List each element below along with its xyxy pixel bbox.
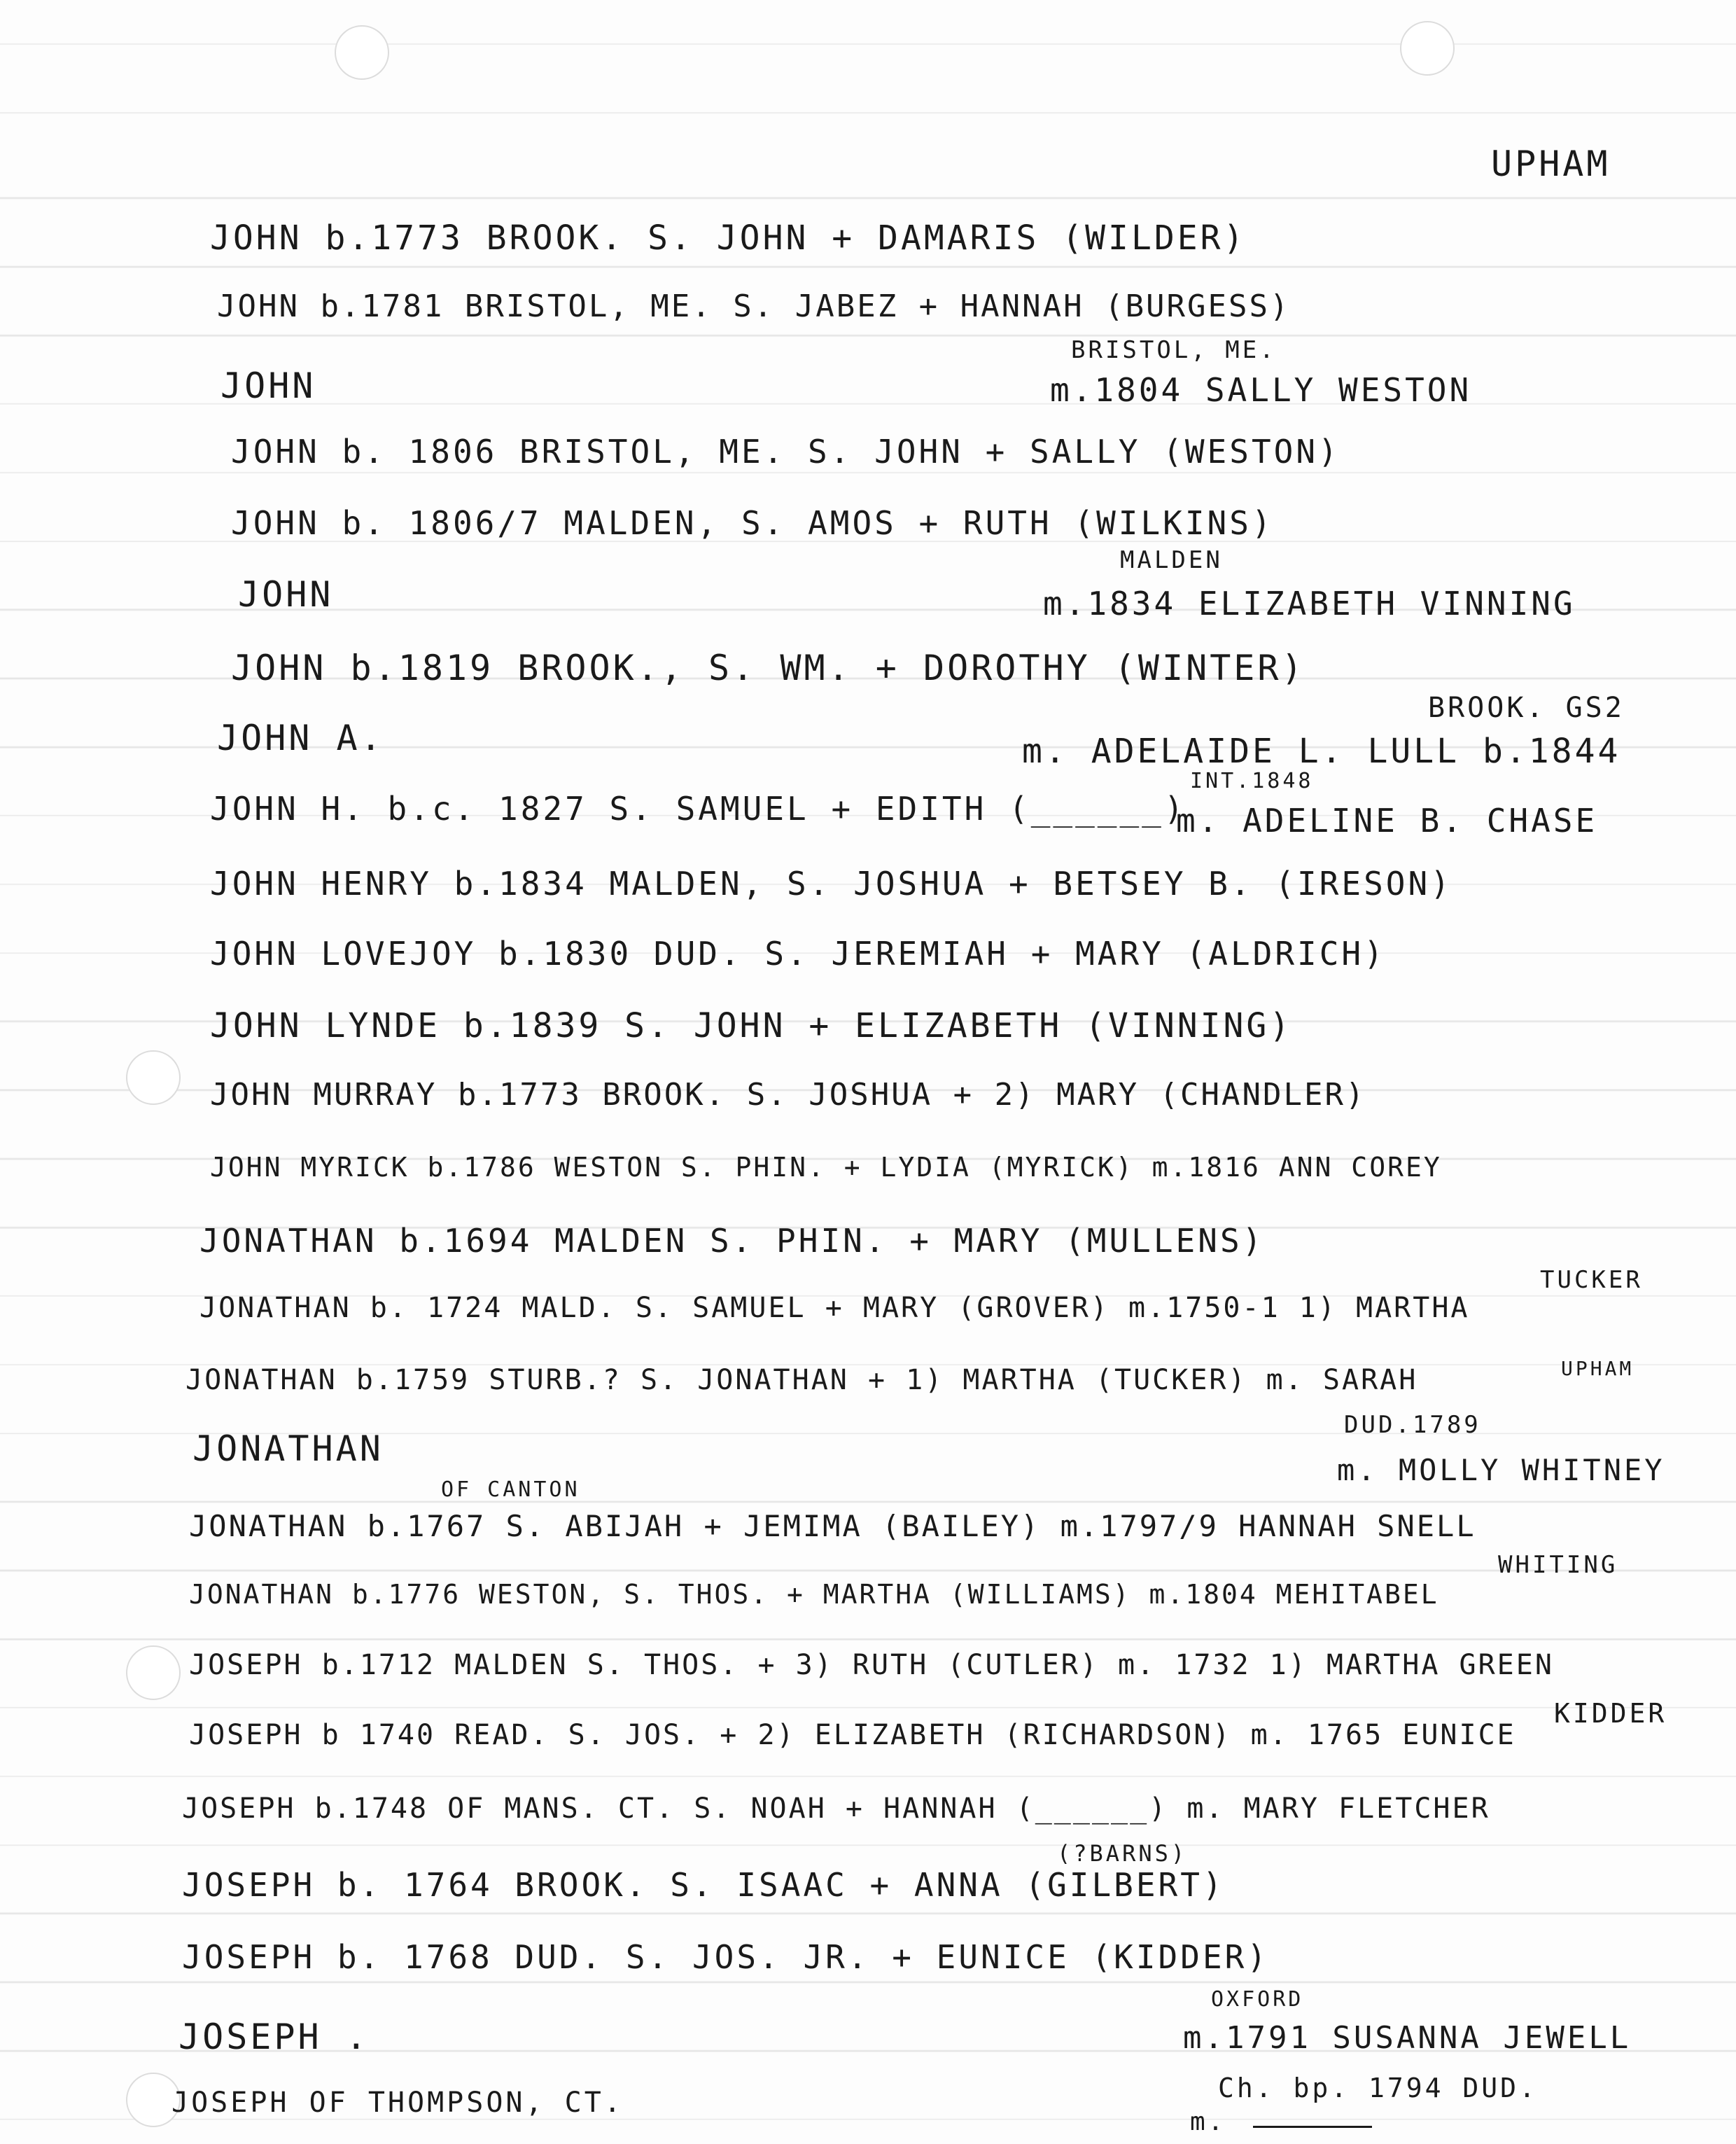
entry-text: JOHN b. 1806/7 MALDEN, S. AMOS + RUTH (WILKINS) — [231, 504, 1274, 542]
entry-text: JOHN H. b.c. 1827 S. SAMUEL + EDITH (______) — [210, 790, 1186, 828]
entry-text: JOHN b.1819 BROOK., S. WM. + DOROTHY (WINTER) — [231, 648, 1306, 688]
entry-text: JONATHAN b. 1724 MALD. S. SAMUEL + MARY (GROVER) m.1750-1 1) MARTHA — [200, 1292, 1470, 1324]
entry-text: JONATHAN — [192, 1428, 384, 1469]
entry-text: JOHN — [220, 366, 316, 406]
entry-text: JOSEPH b 1740 READ. S. JOS. + 2) ELIZABETH (RICHARDSON) m. 1765 EUNICE — [189, 1719, 1516, 1751]
entry-note-top: BRISTOL, ME. — [1071, 336, 1277, 364]
entry-text: JOHN b. 1806 BRISTOL, ME. S. JOHN + SALLY (WESTON) — [231, 433, 1340, 471]
entry-text: JOHN MURRAY b.1773 BROOK. S. JOSHUA + 2) MARY (CHANDLER) — [210, 1077, 1366, 1113]
entry-note: m. ADELINE B. CHASE — [1176, 802, 1598, 840]
entry-note-top: DUD.1789 — [1344, 1411, 1481, 1439]
punch-hole-left-1 — [126, 1050, 181, 1105]
entry-text: JOSEPH b.1712 MALDEN S. THOS. + 3) RUTH (CUTLER) m. 1732 1) MARTHA GREEN — [189, 1649, 1554, 1681]
entry-note: m.1804 SALLY WESTON — [1050, 371, 1472, 409]
entry-note-top: Ch. bp. 1794 DUD. — [1218, 2073, 1538, 2103]
entry-note-top: OXFORD — [1211, 1987, 1304, 2012]
entry-note-top: TUCKER — [1540, 1266, 1643, 1294]
entry-text: JOSEPH . — [178, 2017, 370, 2057]
entry-note-top: MALDEN — [1120, 546, 1223, 574]
punch-hole-top-left — [335, 25, 389, 80]
entry-text: JONATHAN b.1767 S. ABIJAH + JEMIMA (BAILEY) m.1797/9 HANNAH SNELL — [189, 1509, 1476, 1543]
entry-text: JOSEPH b. 1764 BROOK. S. ISAAC + ANNA (GILBERT) — [182, 1866, 1225, 1904]
entry-note-top: INT.1848 — [1190, 769, 1314, 793]
entry-text: JOHN LYNDE b.1839 S. JOHN + ELIZABETH (VINNING) — [210, 1006, 1293, 1045]
entry-note-top: WHITING — [1498, 1551, 1618, 1579]
entry-text: JOSEPH OF THOMPSON, CT. — [172, 2087, 624, 2119]
punch-hole-top-right — [1400, 21, 1455, 76]
entry-text: JOHN A. — [217, 718, 384, 758]
entry-text: JOSEPH b.1748 OF MANS. CT. S. NOAH + HANNAH (______) m. MARY FLETCHER — [182, 1793, 1490, 1825]
entry-note: m. ADELAIDE L. LULL b.1844 — [1022, 732, 1621, 771]
entry-text: JOHN b.1781 BRISTOL, ME. S. JABEZ + HANNAH (BURGESS) — [217, 288, 1291, 324]
entry-note: m.1834 ELIZABETH VINNING — [1043, 585, 1576, 622]
entry-note: m. — [1190, 2108, 1226, 2136]
entry-note-top: BROOK. GS2 — [1428, 692, 1625, 724]
entry-text: JONATHAN b.1776 WESTON, S. THOS. + MARTHA (WILLIAMS) m.1804 MEHITABEL — [189, 1579, 1439, 1610]
entry-text: JONATHAN b.1759 STURB.? S. JONATHAN + 1) MARTHA (TUCKER) m. SARAH — [186, 1364, 1418, 1396]
entry-note-top: OF CANTON — [441, 1477, 580, 1502]
entry-text: JOSEPH b. 1768 DUD. S. JOS. JR. + EUNICE (KIDDER) — [182, 1938, 1270, 1976]
entry-text: JOHN HENRY b.1834 MALDEN, S. JOSHUA + BETSEY B. (IRESON) — [210, 865, 1452, 903]
blank-spouse-line — [1253, 2126, 1372, 2128]
entry-note: m. MOLLY WHITNEY — [1337, 1453, 1665, 1487]
entry-text: JOHN — [238, 574, 334, 615]
entry-text: JOHN MYRICK b.1786 WESTON S. PHIN. + LYDIA (MYRICK) m.1816 ANN COREY — [210, 1152, 1442, 1183]
entry-note-top: UPHAM — [1561, 1357, 1634, 1380]
entry-note-top: KIDDER — [1554, 1698, 1667, 1729]
entry-note: m.1791 SUSANNA JEWELL — [1183, 2020, 1632, 2056]
entry-note-top: (?BARNS) — [1057, 1840, 1188, 1867]
entry-text: JONATHAN b.1694 MALDEN S. PHIN. + MARY (MULLENS) — [200, 1222, 1265, 1260]
surname-header: UPHAM — [1491, 144, 1611, 184]
entry-text: JOHN b.1773 BROOK. S. JOHN + DAMARIS (WILDER) — [210, 218, 1247, 258]
punch-hole-left-2 — [126, 1645, 181, 1700]
entry-text: JOHN LOVEJOY b.1830 DUD. S. JEREMIAH + MARY (ALDRICH) — [210, 935, 1386, 973]
